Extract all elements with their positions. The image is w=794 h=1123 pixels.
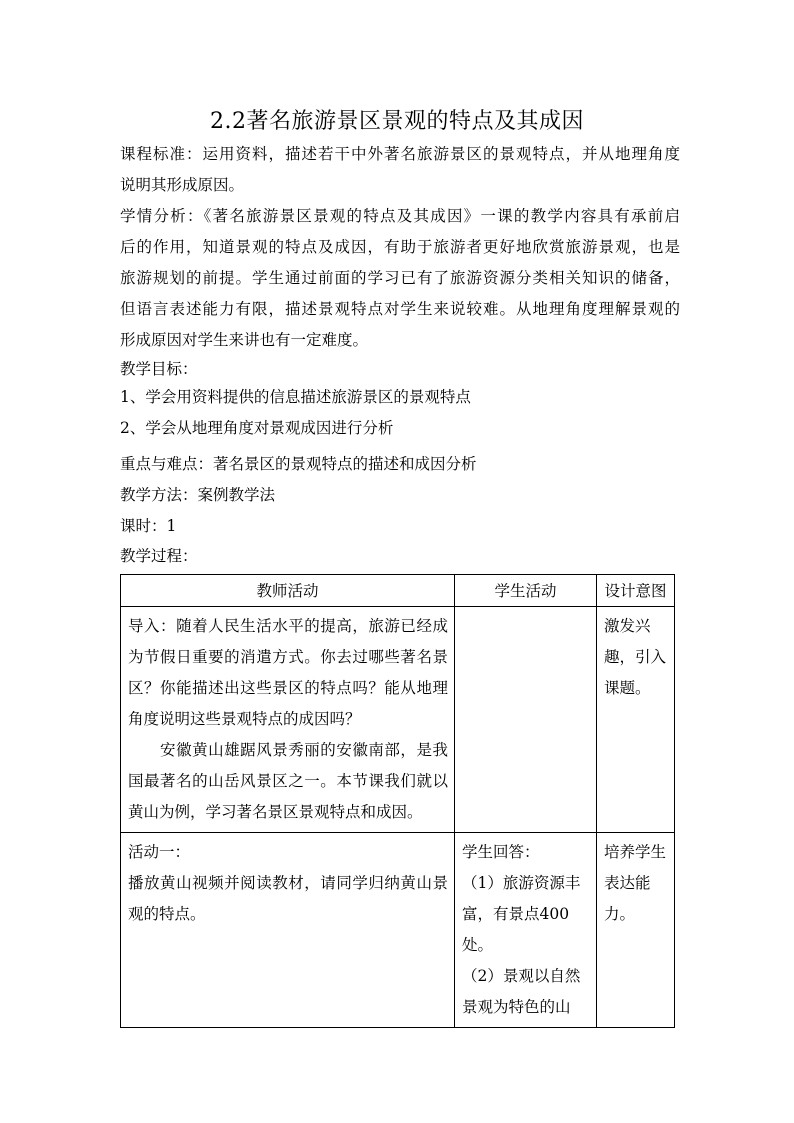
learner-analysis: [120, 201, 680, 356]
table-header-row: [121, 575, 675, 607]
course-standard: [120, 139, 680, 201]
intent-cell: [597, 833, 675, 1028]
cell-line: 激发兴: [604, 617, 651, 635]
method-text: 教学方法：案例教学法: [120, 486, 276, 504]
header-student: 学生活动: [455, 575, 597, 607]
cell-line: 课题。: [604, 679, 651, 697]
cell-line: 为节假日重要的消遣方式。你去过哪些著名景: [128, 648, 448, 666]
table-row: [121, 607, 675, 833]
standard-line: 说明其形成原因。: [120, 176, 245, 194]
table-row: [121, 833, 675, 1028]
header-intent: 设计意图: [597, 575, 675, 607]
key-points: [120, 449, 680, 570]
standard-line: 课程标准：运用资料，描述若干中外著名旅游景区的景观特点，并从地理角度: [120, 145, 680, 163]
cell-line: （2）景观以自然: [462, 967, 581, 985]
cell-line: 观的特点。: [128, 905, 206, 923]
process-heading: 教学过程：: [120, 547, 198, 565]
teacher-cell: [121, 833, 455, 1028]
analysis-line: 学情分析：《著名旅游景区景观的特点及其成因》一课的教学内容具有承前启: [120, 207, 680, 225]
key-points-text: 重点与难点：著名景区的景观特点的描述和成因分析: [120, 455, 477, 473]
cell-line: 富，有景点400: [462, 905, 570, 923]
cell-line: 处。: [462, 936, 494, 954]
cell-line: 国最著名的山岳风景区之一。本节课我们就以: [128, 772, 448, 790]
cell-line: 趣，引入: [604, 648, 667, 666]
cell-line: （1）旅游资源丰: [462, 874, 581, 892]
goal-item: 1、学会用资料提供的信息描述旅游景区的景观特点: [120, 388, 471, 406]
cell-line: 表达能: [604, 874, 651, 892]
header-teacher: 教师活动: [121, 575, 455, 607]
hours-text: 课时：1: [120, 517, 177, 535]
process-table: [120, 574, 675, 1028]
student-cell: [455, 607, 597, 833]
cell-line: 景观为特色的山: [462, 998, 571, 1016]
analysis-line: 旅游规划的前提。学生通过前面的学习已有了旅游资源分类相关知识的储备，: [120, 269, 680, 287]
cell-line: 导入：随着人民生活水平的提高，旅游已经成: [128, 617, 448, 635]
page-title: 2.2著名旅游景区景观的特点及其成因: [210, 109, 584, 134]
cell-line: 力。: [604, 905, 636, 923]
student-cell: [455, 833, 597, 1028]
intent-cell: [597, 607, 675, 833]
teacher-cell: [121, 607, 455, 833]
cell-line: 区？你能描述出这些景区的特点吗？能从地理: [128, 679, 448, 697]
cell-line: 黄山为例，学习著名景区景观特点和成因。: [128, 803, 423, 821]
cell-line: 活动一：: [128, 843, 191, 861]
cell-line: 学生回答：: [462, 843, 540, 861]
cell-line: 培养学生: [604, 843, 667, 861]
analysis-line: 但语言表述能力有限，描述景观特点对学生来说较难。从地理角度理解景观的: [120, 300, 680, 318]
cell-line: 角度说明这些景观特点的成因吗？: [128, 710, 361, 728]
cell-line: 播放黄山视频并阅读教材，请同学归纳黄山景: [128, 874, 448, 892]
teaching-goals: [120, 356, 680, 444]
analysis-line: 后的作用，知道景观的特点及成因，有助于旅游者更好地欣赏旅游景观，也是: [120, 238, 680, 256]
goals-heading: 教学目标：: [120, 360, 198, 378]
goal-item: 2、学会从地理角度对景观成因进行分析: [120, 419, 394, 437]
analysis-line: 形成原因对学生来讲也有一定难度。: [120, 331, 369, 349]
cell-line: 安徽黄山雄踞风景秀丽的安徽南部，是我: [128, 741, 448, 759]
